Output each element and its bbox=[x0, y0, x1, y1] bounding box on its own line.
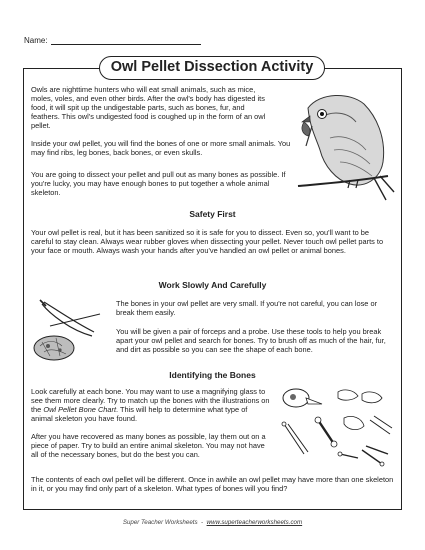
safety-paragraph: Your owl pellet is real, but it has been sanitized so it is safe for you to dissect. Even so, you'll want to be careful to stay clean. Always wear rubber gloves when dissecting your pellet. Never touch owl pellet parts to your face or mouth. Always wash your hands after you've handled an owl pellet or animal bones. bbox=[31, 228, 384, 255]
bone-chart-title: Owl Pellet Bone Chart bbox=[43, 404, 117, 414]
name-field-row bbox=[24, 36, 201, 45]
owl-illustration bbox=[290, 88, 395, 203]
footer-site-name: Super Teacher Worksheets bbox=[122, 519, 198, 526]
intro-paragraph-3: You are going to dissect your pellet and pull out as many bones as possible. If you're lucky, you may have enough bones to put together a whole animal skeleton. bbox=[31, 170, 286, 197]
forceps-pellet-illustration bbox=[30, 296, 110, 368]
footer-url-link[interactable]: www.superteacherworksheets.com bbox=[206, 519, 303, 526]
footer bbox=[0, 519, 425, 526]
work-paragraph-2: You will be given a pair of forceps and a probe. Use these tools to help you break apart your owl pellet and search for bones. Try to brush off as much of the hair, fur, and dirt as possible so you can see the shape of each bone. bbox=[116, 327, 386, 354]
footer-separator: - bbox=[201, 519, 204, 526]
identify-paragraph-3: The contents of each owl pellet will be different. Once in awhile an owl pellet may have more than one skeleton in it, or you may find only part of a skeleton. What types of bones will you find? bbox=[31, 475, 394, 493]
identify-paragraph-1: Look carefully at each bone. You may want to use a magnifying glass to see them more clearly. Try to match up the bones with the illustrations on the Owl Pellet Bone Chart. This will help to determine what type of animal skeleton you have found. bbox=[31, 387, 270, 423]
intro-paragraph-1: Owls are nighttime hunters who will eat small animals, such as mice, moles, voles, and even other birds. After the owl's body has digested its food, it will spit up the undigestable parts, such as bones, fur, and feathers. This owl's undigested food is coughed up in the form of an owl pellet. bbox=[31, 85, 266, 130]
safety-heading: Safety First bbox=[189, 209, 236, 219]
identify-paragraph-2: After you have recovered as many bones as possible, lay them out on a piece of paper. Try to build an entire animal skeleton. You may not have all of the necessary bones, but do the best you can. bbox=[31, 432, 266, 459]
work-heading: Work Slowly And Carefully bbox=[158, 280, 267, 290]
name-blank-line[interactable] bbox=[51, 36, 201, 45]
page-title: Owl Pellet Dissection Activity bbox=[99, 56, 325, 80]
identify-heading: Identifying the Bones bbox=[169, 370, 256, 380]
intro-paragraph-2: Inside your owl pellet, you will find the bones of one or more small animals. You may find ribs, leg bones, back bones, or even skulls. bbox=[31, 139, 291, 157]
work-paragraph-1: The bones in your owl pellet are very small. If you're not careful, you can lose or break them easily. bbox=[116, 299, 378, 317]
name-label: Name: bbox=[24, 36, 48, 45]
bones-illustration bbox=[278, 384, 396, 472]
